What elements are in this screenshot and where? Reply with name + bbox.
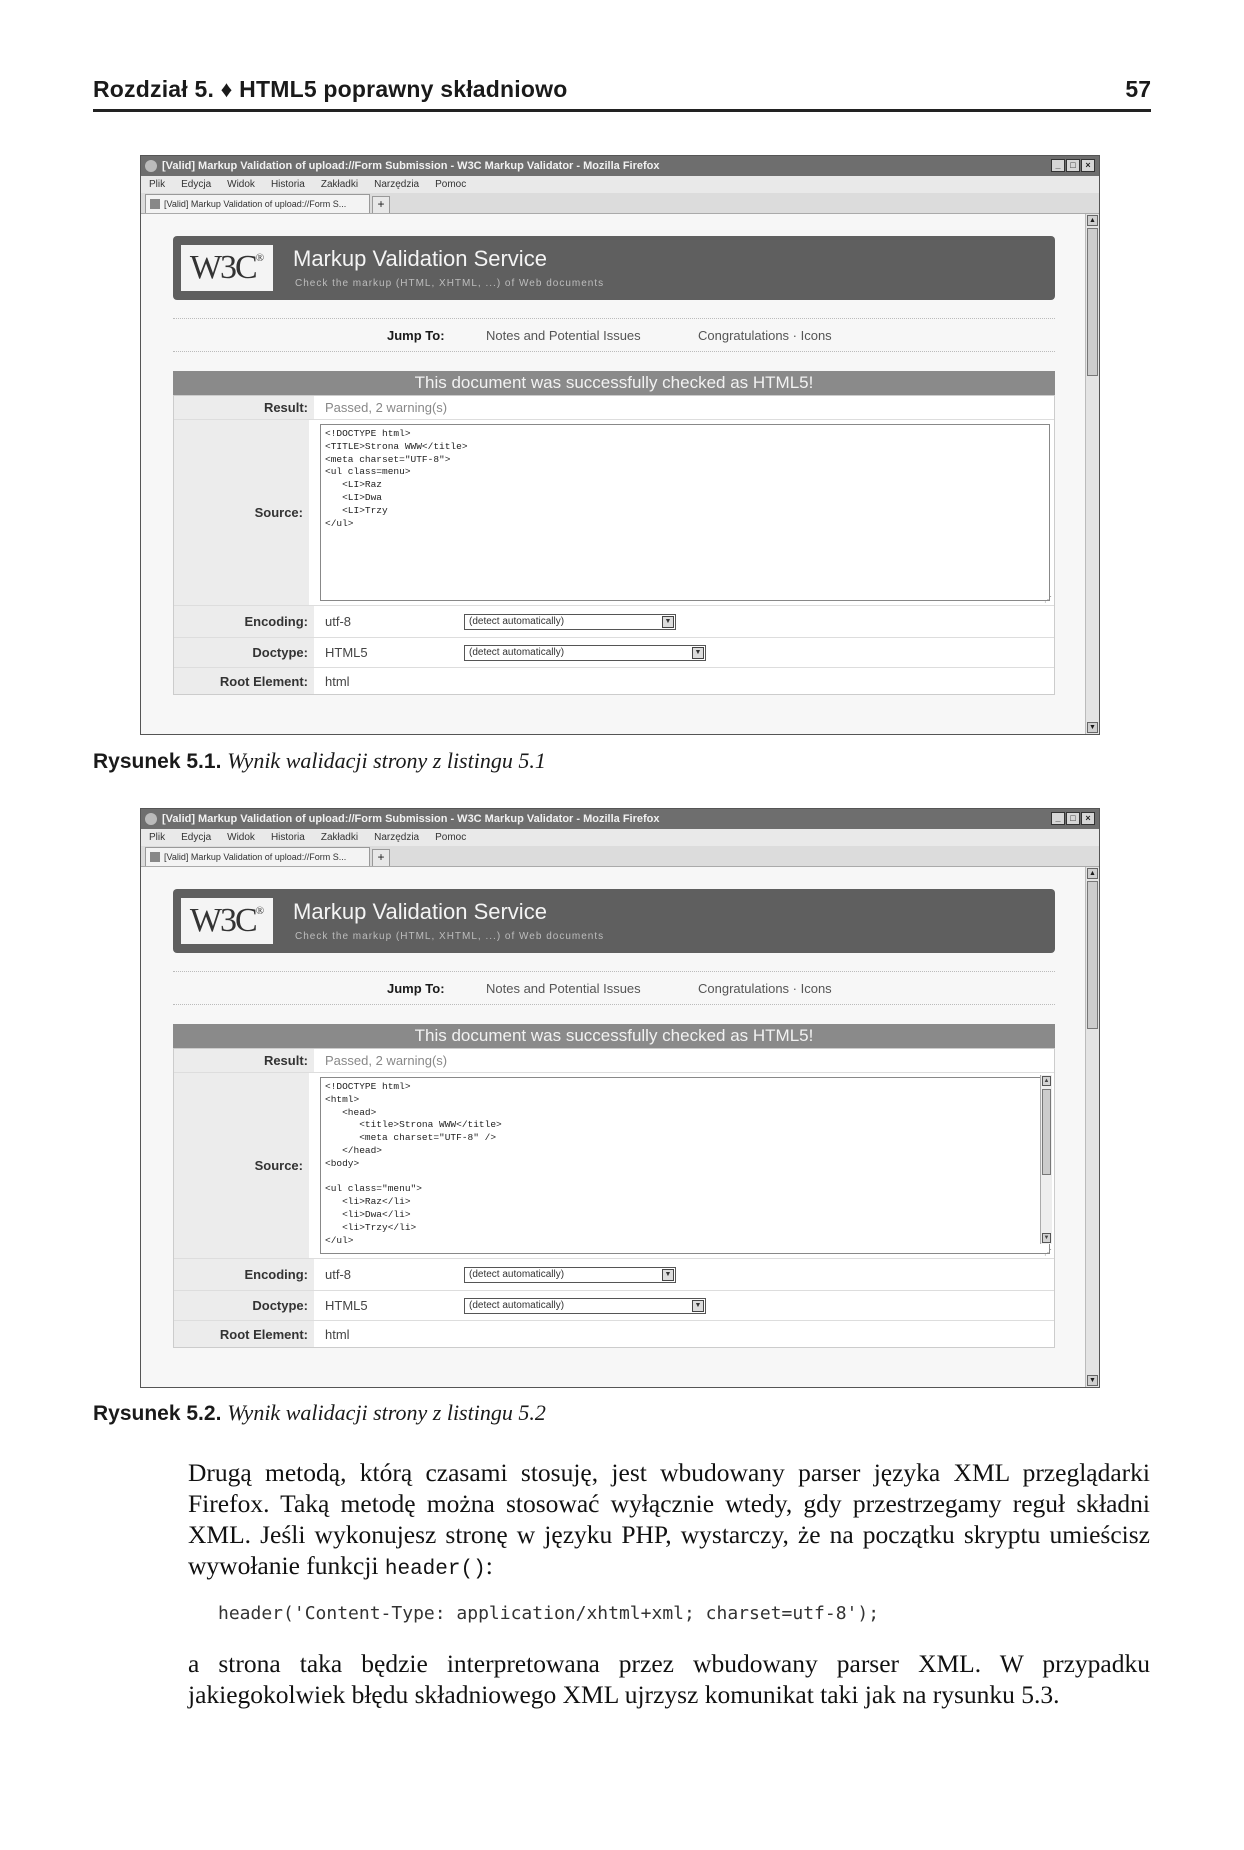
- menu-item-history[interactable]: Historia: [270, 179, 305, 190]
- body-paragraph-1: [188, 1457, 1150, 1585]
- tab-bar: [141, 193, 1099, 214]
- jump-link-congratulations[interactable]: Congratulations · Icons: [698, 327, 832, 343]
- menu-item-help[interactable]: Pomoc: [435, 179, 467, 190]
- browser-tab[interactable]: [145, 847, 370, 866]
- new-tab-button[interactable]: +: [372, 196, 390, 213]
- root-element-row: [174, 1321, 1054, 1347]
- scroll-thumb[interactable]: [1042, 1089, 1051, 1175]
- window-titlebar: [141, 156, 1099, 176]
- encoding-row: [174, 1259, 1054, 1291]
- root-element-label: Root Element:: [174, 668, 314, 694]
- window-controls: [1051, 159, 1095, 172]
- logo-mark: ®: [255, 252, 265, 264]
- source-cell: [309, 420, 1054, 605]
- close-icon[interactable]: ×: [1081, 812, 1095, 825]
- doctype-row: [174, 638, 1054, 668]
- menu-item-file[interactable]: Plik: [149, 832, 166, 843]
- tab-label: [Valid] Markup Validation of upload://Form S...: [164, 199, 347, 209]
- chevron-down-icon[interactable]: ▼: [692, 647, 704, 659]
- encoding-cell: [314, 1259, 1054, 1290]
- chevron-down-icon[interactable]: ▼: [662, 616, 674, 628]
- body-paragraph-2: a strona taka będzie interpretowana przez wbudowany parser XML. W przypadku jakiegokolwiek błędu składniowego XML ujrzysz komunikat taki jak na rysunku 5.3.: [188, 1649, 1150, 1709]
- source-label: Source:: [174, 1073, 309, 1258]
- menu-item-bookmarks[interactable]: Zakładki: [320, 179, 359, 190]
- screenshot-figure-1: [140, 155, 1100, 735]
- menu-item-edit[interactable]: Edycja: [181, 832, 212, 843]
- caption-text: Wynik walidacji strony z listingu 5.2: [227, 1400, 546, 1425]
- source-textarea[interactable]: <!DOCTYPE html> <html> <head> <title>Strona WWW</title> <meta charset="UTF-8" /> </head> <body> <ul class="menu"> <li>Raz</li> <li>Dwa</li> <li>Trzy</li> </ul>: [320, 1077, 1050, 1254]
- resize-grip-icon[interactable]: ⋰: [1044, 595, 1052, 604]
- menu-item-tools[interactable]: Narzędzia: [374, 832, 420, 843]
- root-element-value: html: [325, 673, 350, 689]
- window-title: [Valid] Markup Validation of upload://Form Submission - W3C Markup Validator - Mozilla Firefox: [162, 160, 660, 172]
- encoding-cell: [314, 606, 1054, 637]
- service-tagline: Check the markup (HTML, XHTML, ...) of Web documents: [295, 278, 605, 289]
- encoding-select-value: (detect automatically): [469, 1269, 565, 1280]
- maximize-icon[interactable]: □: [1066, 812, 1080, 825]
- window-title: [Valid] Markup Validation of upload://Form Submission - W3C Markup Validator - Mozilla Firefox: [162, 813, 660, 825]
- scroll-down-icon[interactable]: ▼: [1043, 1235, 1050, 1241]
- chevron-down-icon[interactable]: ▼: [692, 1300, 704, 1312]
- browser-tab[interactable]: [145, 194, 370, 213]
- menu-item-history[interactable]: Historia: [270, 832, 305, 843]
- chevron-down-icon[interactable]: ▼: [662, 1269, 674, 1281]
- doctype-label: Doctype:: [174, 1291, 314, 1320]
- caption-label: Rysunek 5.1.: [93, 750, 222, 773]
- doctype-row: [174, 1291, 1054, 1321]
- scroll-up-icon[interactable]: ▲: [1087, 215, 1098, 226]
- close-icon[interactable]: ×: [1081, 159, 1095, 172]
- result-label: Result:: [174, 396, 314, 419]
- result-value: Passed, 2 warning(s): [325, 1053, 448, 1068]
- jump-label: Jump To:: [387, 980, 445, 996]
- maximize-icon[interactable]: □: [1066, 159, 1080, 172]
- minimize-icon[interactable]: _: [1051, 159, 1065, 172]
- root-element-value: html: [325, 1326, 350, 1342]
- window-controls: [1051, 812, 1095, 825]
- paragraph-text: Drugą metodą, którą czasami stosuję, jest wbudowany parser języka XML przeglądarki Firefox. Taką metodę można stosować wyłącznie wtedy, gdy przestrzegamy reguł składni XML. Jeśli wykonujesz stronę w języku PHP, wystarczy, że na początku skryptu umieścisz wywołanie funkcji: [188, 1458, 1150, 1580]
- doctype-select[interactable]: [464, 1298, 706, 1314]
- w3c-logo[interactable]: [181, 898, 273, 944]
- encoding-value: utf-8: [325, 1267, 352, 1282]
- encoding-label: Encoding:: [174, 606, 314, 637]
- source-textarea[interactable]: <!DOCTYPE html> <TITLE>Strona WWW</title> <meta charset="UTF-8"> <ul class=menu> <LI>Raz <LI>Dwa <LI>Trzy </ul>: [320, 424, 1050, 601]
- encoding-select[interactable]: [464, 614, 676, 630]
- source-row: [174, 420, 1054, 606]
- jump-link-notes[interactable]: Notes and Potential Issues: [486, 327, 641, 343]
- status-banner: This document was successfully checked as HTML5!: [173, 371, 1055, 395]
- chapter-title: Rozdział 5. ♦ HTML5 poprawny składniowo: [93, 76, 568, 102]
- paragraph-punct: :: [485, 1551, 493, 1580]
- doctype-value: HTML5: [325, 1298, 368, 1313]
- page-header: [93, 74, 1151, 112]
- caption-text: Wynik walidacji strony z listingu 5.1: [227, 748, 546, 773]
- source-cell: [309, 1073, 1054, 1258]
- code-listing: header('Content-Type: application/xhtml+xml; charset=utf-8');: [218, 1603, 880, 1624]
- encoding-label: Encoding:: [174, 1259, 314, 1290]
- doctype-cell: [314, 1291, 1054, 1320]
- screenshot-figure-2: [140, 808, 1100, 1388]
- source-label: Source:: [174, 420, 309, 605]
- result-row: [174, 1049, 1054, 1073]
- source-scrollbar[interactable]: [1040, 1075, 1052, 1244]
- encoding-row: [174, 606, 1054, 638]
- scroll-down-icon[interactable]: ▼: [1087, 722, 1098, 733]
- scroll-up-icon[interactable]: ▲: [1087, 868, 1098, 879]
- menu-bar: [141, 829, 1099, 846]
- menu-item-view[interactable]: Widok: [227, 832, 255, 843]
- page-viewport: [141, 214, 1099, 734]
- encoding-select-value: (detect automatically): [469, 616, 565, 627]
- root-element-label: Root Element:: [174, 1321, 314, 1347]
- menu-item-tools[interactable]: Narzędzia: [374, 179, 420, 190]
- menu-item-view[interactable]: Widok: [227, 179, 255, 190]
- page-viewport: [141, 867, 1099, 1387]
- doctype-select-value: (detect automatically): [469, 1300, 565, 1311]
- result-label: Result:: [174, 1049, 314, 1072]
- jump-label: Jump To:: [387, 327, 445, 343]
- menu-item-help[interactable]: Pomoc: [435, 832, 467, 843]
- favicon-icon: [150, 199, 160, 209]
- favicon-icon: [150, 852, 160, 862]
- scroll-up-icon[interactable]: ▲: [1043, 1078, 1050, 1084]
- result-value: Passed, 2 warning(s): [325, 400, 448, 415]
- source-row: [174, 1073, 1054, 1259]
- w3c-banner: [173, 889, 1055, 953]
- jump-bar: [173, 971, 1055, 1005]
- result-row: [174, 396, 1054, 420]
- jump-link-congratulations[interactable]: Congratulations · Icons: [698, 980, 832, 996]
- minimize-icon[interactable]: _: [1051, 812, 1065, 825]
- w3c-logo[interactable]: [181, 245, 273, 291]
- doctype-select-value: (detect automatically): [469, 647, 565, 658]
- doctype-select[interactable]: [464, 645, 706, 661]
- encoding-value: utf-8: [325, 614, 352, 629]
- window-titlebar: [141, 809, 1099, 829]
- jump-link-notes[interactable]: Notes and Potential Issues: [486, 980, 641, 996]
- jump-bar: [173, 318, 1055, 352]
- root-element-row: [174, 668, 1054, 694]
- scroll-thumb[interactable]: [1087, 228, 1098, 376]
- menu-item-bookmarks[interactable]: Zakładki: [320, 832, 359, 843]
- menu-bar: [141, 176, 1099, 193]
- doctype-value: HTML5: [325, 645, 368, 660]
- tab-label: [Valid] Markup Validation of upload://Form S...: [164, 852, 347, 862]
- scroll-down-icon[interactable]: ▼: [1087, 1375, 1098, 1386]
- encoding-select[interactable]: [464, 1267, 676, 1283]
- resize-grip-icon[interactable]: ⋰: [1044, 1248, 1052, 1257]
- figure-caption-1: [93, 748, 546, 774]
- logo-text: W3C: [189, 902, 256, 939]
- service-tagline: Check the markup (HTML, XHTML, ...) of Web documents: [295, 931, 605, 942]
- logo-mark: ®: [255, 905, 265, 917]
- vertical-scrollbar[interactable]: [1085, 867, 1099, 1387]
- menu-item-file[interactable]: Plik: [149, 179, 166, 190]
- logo-text: W3C: [189, 249, 256, 286]
- doctype-label: Doctype:: [174, 638, 314, 667]
- doctype-cell: [314, 638, 1054, 667]
- service-title: Markup Validation Service: [293, 899, 547, 924]
- firefox-icon: [145, 813, 157, 825]
- service-title: Markup Validation Service: [293, 246, 547, 271]
- tab-bar: [141, 846, 1099, 867]
- caption-label: Rysunek 5.2.: [93, 1402, 222, 1425]
- results-table: [173, 1048, 1055, 1348]
- status-banner: This document was successfully checked as HTML5!: [173, 1024, 1055, 1048]
- firefox-icon: [145, 160, 157, 172]
- menu-item-edit[interactable]: Edycja: [181, 179, 212, 190]
- inline-code: header(): [384, 1558, 486, 1581]
- figure-caption-2: [93, 1400, 546, 1426]
- scroll-thumb[interactable]: [1087, 881, 1098, 1029]
- w3c-banner: [173, 236, 1055, 300]
- results-table: [173, 395, 1055, 695]
- new-tab-button[interactable]: +: [372, 849, 390, 866]
- vertical-scrollbar[interactable]: [1085, 214, 1099, 734]
- page-number: 57: [1125, 76, 1151, 102]
